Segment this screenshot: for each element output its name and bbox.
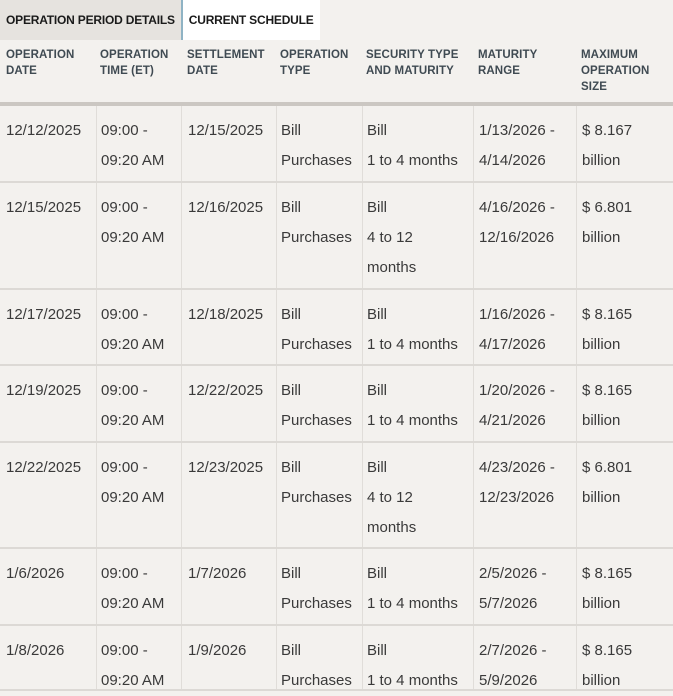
cell-text: 1/7/2026 <box>188 565 247 582</box>
column-header-line: MATURITY <box>478 49 538 61</box>
column-header-line: TIME (ET) <box>100 65 154 77</box>
cell-text: 1 to 4 months <box>367 672 458 689</box>
cell-text: 4/21/2026 <box>479 412 546 429</box>
table-row <box>0 183 673 290</box>
cell-text: Purchases <box>281 595 352 612</box>
cell-text: 12/22/2025 <box>6 459 82 476</box>
table-cell <box>362 626 473 689</box>
cell-text: Bill <box>281 122 302 139</box>
table-cell <box>473 366 576 441</box>
table-cell <box>276 106 362 181</box>
cell-text: 09:20 AM <box>101 336 165 353</box>
tab-current-schedule[interactable]: CURRENT SCHEDULE <box>183 0 320 40</box>
cell-text: 09:00 - <box>101 382 148 399</box>
table-cell <box>576 106 673 181</box>
cell-text: 09:00 - <box>101 459 148 476</box>
cell-text: Bill <box>367 306 388 323</box>
table-cell <box>181 443 276 547</box>
column-header-line: OPERATION <box>581 65 650 77</box>
table-cell <box>96 183 181 288</box>
table-row <box>0 106 673 183</box>
table-cell <box>181 290 276 364</box>
cell-text: 2/7/2026 - <box>479 642 547 659</box>
cell-text: 1/6/2026 <box>6 565 65 582</box>
cell-text: 09:00 - <box>101 199 148 216</box>
table-cell <box>473 290 576 364</box>
cell-text: 4 to 12 <box>367 229 413 246</box>
cell-text: 09:00 - <box>101 565 148 582</box>
schedule-table <box>0 40 673 691</box>
cell-text: $ 6.801 <box>582 199 633 216</box>
table-cell <box>276 549 362 624</box>
cell-text: 09:00 - <box>101 642 148 659</box>
column-header-line: TYPE <box>280 65 311 77</box>
cell-text: 1/16/2026 - <box>479 306 555 323</box>
cell-text: 12/19/2025 <box>6 382 82 399</box>
cell-text: 2/5/2026 - <box>479 565 547 582</box>
cell-text: Purchases <box>281 412 352 429</box>
column-header-line: MAXIMUM <box>581 49 638 61</box>
cell-text: 09:20 AM <box>101 152 165 169</box>
table-cell <box>181 549 276 624</box>
column-header-line: OPERATION <box>6 49 75 61</box>
table-cell <box>362 290 473 364</box>
cell-text: billion <box>582 152 621 169</box>
cell-text: Purchases <box>281 336 352 353</box>
cell-text: Bill <box>281 382 302 399</box>
table-cell <box>362 106 473 181</box>
cell-text: 09:20 AM <box>101 595 165 612</box>
table-cell <box>362 549 473 624</box>
table-cell <box>96 106 181 181</box>
cell-text: billion <box>582 412 621 429</box>
table-cell <box>473 106 576 181</box>
cell-text: 12/17/2025 <box>6 306 82 323</box>
column-header <box>581 40 649 102</box>
cell-text: billion <box>582 229 621 246</box>
cell-text: 4/16/2026 - <box>479 199 555 216</box>
table-cell <box>362 183 473 288</box>
table-cell <box>0 106 96 181</box>
cell-text: 09:20 AM <box>101 229 165 246</box>
table-row <box>0 626 673 691</box>
cell-text: 09:20 AM <box>101 489 165 506</box>
cell-text: 12/23/2025 <box>188 459 264 476</box>
table-cell <box>96 366 181 441</box>
cell-text: 12/22/2025 <box>188 382 264 399</box>
cell-text: 4/23/2026 - <box>479 459 555 476</box>
column-header <box>366 40 458 102</box>
cell-text: 4 to 12 <box>367 489 413 506</box>
column-header-line: AND MATURITY <box>366 65 454 77</box>
cell-text: $ 8.165 <box>582 382 633 399</box>
table-cell <box>473 443 576 547</box>
table-cell <box>276 183 362 288</box>
cell-text: 1/13/2026 - <box>479 122 555 139</box>
column-header <box>187 40 265 102</box>
cell-text: 1/9/2026 <box>188 642 247 659</box>
cell-text: Bill <box>281 199 302 216</box>
table-row <box>0 549 673 626</box>
table-cell <box>0 183 96 288</box>
cell-text: billion <box>582 595 621 612</box>
column-header-line: OPERATION <box>100 49 169 61</box>
table-cell <box>473 549 576 624</box>
table-cell <box>181 106 276 181</box>
cell-text: $ 6.801 <box>582 459 633 476</box>
cell-text: $ 8.167 <box>582 122 633 139</box>
table-cell <box>181 366 276 441</box>
column-header-line: RANGE <box>478 65 521 77</box>
schedule-tabs <box>0 0 320 40</box>
cell-text: 5/7/2026 <box>479 595 538 612</box>
table-cell <box>276 626 362 689</box>
table-row <box>0 443 673 549</box>
cell-text: Purchases <box>281 229 352 246</box>
cell-text: 12/23/2026 <box>479 489 555 506</box>
cell-text: $ 8.165 <box>582 306 633 323</box>
table-cell <box>576 183 673 288</box>
table-cell <box>576 366 673 441</box>
table-cell <box>276 443 362 547</box>
cell-text: billion <box>582 336 621 353</box>
column-header <box>478 40 537 102</box>
table-cell <box>181 626 276 689</box>
cell-text: billion <box>582 672 621 689</box>
cell-text: months <box>367 519 417 536</box>
table-cell <box>0 626 96 689</box>
table-cell <box>362 366 473 441</box>
cell-text: Bill <box>367 459 388 476</box>
table-cell <box>96 290 181 364</box>
column-header-line: OPERATION <box>280 49 349 61</box>
table-cell <box>362 443 473 547</box>
cell-text: $ 8.165 <box>582 642 633 659</box>
cell-text: 12/16/2026 <box>479 229 555 246</box>
cell-text: 4/14/2026 <box>479 152 546 169</box>
table-cell <box>473 183 576 288</box>
table-row <box>0 290 673 366</box>
table-cell <box>576 549 673 624</box>
cell-text: Bill <box>367 122 388 139</box>
cell-text: 12/15/2025 <box>6 199 82 216</box>
cell-text: Purchases <box>281 152 352 169</box>
cell-text: 09:20 AM <box>101 412 165 429</box>
cell-text: 1/20/2026 - <box>479 382 555 399</box>
cell-text: 09:00 - <box>101 122 148 139</box>
cell-text: 1/8/2026 <box>6 642 65 659</box>
column-header <box>100 40 168 102</box>
cell-text: Bill <box>367 565 388 582</box>
column-header-line: SECURITY TYPE <box>366 49 459 61</box>
table-cell <box>473 626 576 689</box>
cell-text: 09:00 - <box>101 306 148 323</box>
column-header-line: SIZE <box>581 81 607 93</box>
cell-text: 12/16/2025 <box>188 199 264 216</box>
column-header-line: DATE <box>6 65 37 77</box>
table-cell <box>181 183 276 288</box>
cell-text: 09:20 AM <box>101 672 165 689</box>
cell-text: 5/9/2026 <box>479 672 538 689</box>
table-cell <box>0 366 96 441</box>
column-header-line: DATE <box>187 65 218 77</box>
cell-text: 1 to 4 months <box>367 152 458 169</box>
cell-text: Bill <box>281 459 302 476</box>
table-cell <box>576 443 673 547</box>
cell-text: 1 to 4 months <box>367 412 458 429</box>
cell-text: 4/17/2026 <box>479 336 546 353</box>
cell-text: months <box>367 259 417 276</box>
cell-text: Bill <box>367 642 388 659</box>
cell-text: Bill <box>367 199 388 216</box>
cell-text: 12/18/2025 <box>188 306 264 323</box>
cell-text: Purchases <box>281 489 352 506</box>
column-header <box>6 40 74 102</box>
cell-text: 12/15/2025 <box>188 122 264 139</box>
cell-text: 1 to 4 months <box>367 595 458 612</box>
table-cell <box>0 443 96 547</box>
cell-text: billion <box>582 489 621 506</box>
cell-text: Bill <box>281 306 302 323</box>
table-cell <box>276 366 362 441</box>
table-cell <box>0 290 96 364</box>
column-header <box>280 40 348 102</box>
table-row <box>0 366 673 443</box>
cell-text: 12/12/2025 <box>6 122 82 139</box>
table-cell <box>96 626 181 689</box>
table-cell <box>96 549 181 624</box>
table-cell <box>576 290 673 364</box>
table-cell <box>576 626 673 689</box>
cell-text: $ 8.165 <box>582 565 633 582</box>
column-header-line: SETTLEMENT <box>187 49 265 61</box>
cell-text: Bill <box>281 642 302 659</box>
cell-text: 1 to 4 months <box>367 336 458 353</box>
table-cell <box>0 549 96 624</box>
tab-operation-period-details[interactable]: OPERATION PERIOD DETAILS <box>0 0 183 40</box>
table-cell <box>96 443 181 547</box>
table-cell <box>276 290 362 364</box>
cell-text: Bill <box>281 565 302 582</box>
cell-text: Purchases <box>281 672 352 689</box>
cell-text: Bill <box>367 382 388 399</box>
